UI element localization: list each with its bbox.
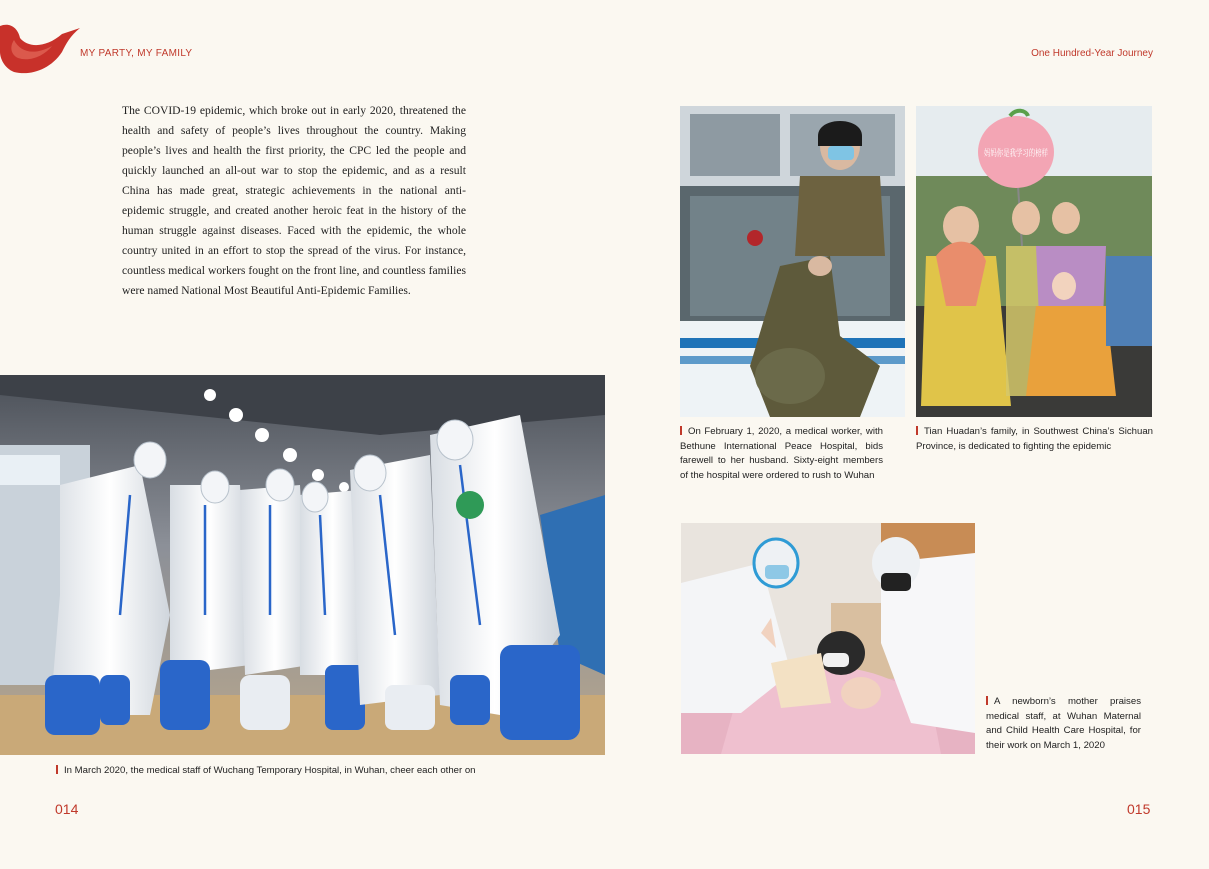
photo-bus-farewell (680, 106, 905, 417)
photo-medical-staff (0, 375, 605, 755)
running-title-left: MY PARTY, MY FAMILY (80, 48, 193, 59)
caption-newborn (986, 695, 1141, 753)
page-number-right: 015 (1127, 801, 1151, 817)
caption-bus-farewell (680, 425, 883, 483)
caption-marker (56, 765, 58, 774)
caption-text: On February 1, 2020, a medical worker, with Bethune International Peace Hospital, bids farewell to her husband. Sixty-eight members of the hospital were ordered to rush to Wuhan (680, 426, 883, 481)
photo-family (916, 106, 1152, 417)
running-title-right: One Hundred-Year Journey (1031, 48, 1153, 59)
caption-text: In March 2020, the medical staff of Wuchang Temporary Hospital, in Wuhan, cheer each other on (64, 765, 476, 776)
caption-text: A newborn’s mother praises medical staff, at Wuhan Maternal and Child Health Care Hospital, for their work on March 1, 2020 (986, 696, 1141, 751)
caption-text: Tian Huadan’s family, in Southwest China’s Sichuan Province, is dedicated to fighting the epidemic (916, 426, 1153, 452)
caption-marker (680, 426, 682, 435)
caption-marker (986, 696, 988, 705)
page-number-left: 014 (55, 801, 79, 817)
caption-marker (916, 426, 918, 435)
publication-logo (0, 22, 80, 76)
photo-newborn (681, 523, 975, 754)
sign-text: 妈妈你是我学习的榜样 (984, 149, 1075, 159)
caption-medical-staff (56, 764, 616, 779)
intro-paragraph: The COVID-19 epidemic, which broke out in early 2020, threatened the health and safety of people’s lives throughout the country. Making people’s lives and health the first priority, the CPC led the people and quickly launched an all-out war to stop the epidemic, and as a result China has made great, strategic achievements in the national anti-epidemic struggle, and created another heroic feat in the history of the human struggle against diseases. Faced with the epidemic, the whole country united in an effort to stop the spread of the virus. For instance, countless medical workers fought on the front line, and countless families were named National Most Beautiful Anti-Epidemic Families. (122, 104, 466, 297)
caption-family (916, 425, 1153, 454)
